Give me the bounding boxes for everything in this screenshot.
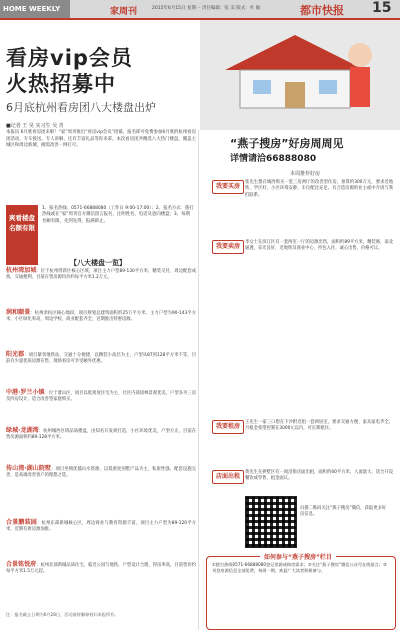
intro-paragraph: 本报讯 6月底看房团来啦！“家”周刊推出“看房vip会员”招募，报名即可免费参加6月底的杭州看房团活动，专车接送、专人讲解，还有丰富礼品等你来拿。本次看房团共精选八大热门楼盘，覆盖主城区和周边新城，刚需改善一网打尽。 [6,130,196,149]
listing-text: ：项目紧邻地铁站，交通十分便捷，以精装小高层为主，户型从87到128平方米不等，目前有少量优质房源在售，现场看房可享受额外优惠。 [6,353,196,365]
listing-text: ：位于萧山区，项目以低密度住宅为主，社区内部园林景观优美，户型多为三房及四房设计，适合改善型家庭购买。 [6,391,197,403]
block-text: 王先生一家三口想在下沙附近租一套两居室，要求交通方便、家具家电齐全，月租金希望控制在3000元以内，可长期租住。 [245,420,393,432]
page-number: 15 [372,0,392,16]
tag-rent: 我要租房 [212,420,244,434]
signup-instructions: 1、报名热线：0571-66888080（工作日 9:00-17:00）；2、报名方式：拨打热线或在“家”周刊官方微信留言报名，注明姓名、电话及意向楼盘；3、每期名额有限，先到先得，报满即止。 [42,206,194,224]
listing-item [6,310,196,323]
participation-title: 如何参与“燕子搜房”栏目 [260,552,336,561]
participation-text: ①拨打热线0571-66888080登记房源或购房需求；②关注“燕子搜房”微信公众号在线留言；③刊登房源信息全部免费，每周一期，欢迎广大读者积极参与。 [212,562,387,574]
listing-text: ：项目坐拥优越山水资源，以低密度别墅产品为主，私密性强，配套设施完善，是高端改善客户的理想之选。 [6,467,197,479]
headline-line2: 火热招募中 [6,72,116,96]
listing-item [6,466,196,479]
house-illustration-icon [205,30,385,110]
listing-item [6,390,196,403]
column-byline: 本周推荐好房 [290,171,321,177]
column-divider [198,130,199,630]
block-text: 黄先生在拱墅区有一间沿街店面出租，面积约60平方米，人流量大，适合开设餐饮或零售，租金面议。 [245,470,393,482]
listings-heading: 【八大楼盘一览】 [70,259,126,267]
listing-name: 合景鹏装园 [6,519,37,526]
listing-name: 润和颐景 [6,309,31,316]
listing-name: 绿城·龙湖湾 [6,427,39,434]
listing-item [6,268,196,281]
listing-item [6,352,196,365]
listing-name: 阳光郡 [6,351,25,358]
qr-code-icon [245,496,297,548]
listing-text: ：杭州北部新城品质住宅，临近公园与地铁，户型设计合理，得房率高，目前售价约每平方米1.5万元起。 [6,563,196,575]
promo-badge: 爽看楼盘 名额有限 [6,205,38,265]
tag-sell: 我要卖房 [212,240,244,254]
listing-text: ：杭州城西区域品质楼盘，由知名开发商打造，小区环境优美，户型方正，目前在售房源面积约89-128平方米。 [6,429,197,441]
issue-meta: 2015年6月15日 星期一 责任编辑：张 美 版式：叶 敏 [152,6,261,11]
column-contact: 详情请洽66888080 [230,154,317,164]
listing-name: 传山湾·湖山院墅 [6,465,52,472]
qr-caption: 扫描二维码关注“燕子搜房”微信，获取更多好房信息。 [300,506,387,517]
listing-text: ：位于杭州湾新区核心区域，项目主力户型89-130平方米，精装交付，周边配套成熟，交通便利，目前在售房源均价约每平方米1.2万元。 [6,269,196,281]
subheadline: 6月底杭州看房团八大楼盘出炉 [6,101,156,114]
footnote: 注：报名截止日期为6月28日，活动最终解释权归本报所有。 [6,612,119,617]
block-text: 张先生想在城西购买一套三房两厅的改善型住房，预算约300万元，要求近地铁、学区好，小区环境安静，车位配比充足。有合适房源的业主或中介请与我们联系。 [245,180,393,198]
tag-buy: 我要买房 [212,180,244,194]
listing-text: ：杭州东部新城核心区，周边商业与教育资源丰富，项目主力户型为89-120平方米，近期有新房源加推。 [6,521,196,533]
newspaper-logo: 都市快报 [300,4,344,17]
listing-item [6,520,196,533]
column-title: “燕子搜房”好房周周见 [230,137,344,150]
listing-item [6,562,196,575]
tag-shop: 店面出租 [212,470,244,484]
listing-name: 中港·罗兰小镇 [6,389,45,396]
listing-name: 合景铭悦府 [6,561,37,568]
headline-line1: 看房vip会员 [6,46,133,70]
listing-item [6,428,196,441]
section-label: HOME WEEKLY [0,0,70,18]
listing-text: ：杭州余杭区核心地段，项目规划总建筑面积约25万平方米，主力户型为90-143平方米，小区绿化率高，周边学校、商业配套齐全，近期推出特惠房源。 [6,311,196,323]
byline: ■记者 王 昊 实习生 吴 青 [6,123,64,129]
block-text: 李女士在滨江区有一套两室一厅的房源出售，面积约89平方米，精装修，南北通透，采光良好，近地铁及商业中心，拎包入住，诚心出售，价格可议。 [245,240,393,252]
listing-name: 杭州湾加城 [6,267,37,274]
section-name: 家周刊 [110,7,138,17]
